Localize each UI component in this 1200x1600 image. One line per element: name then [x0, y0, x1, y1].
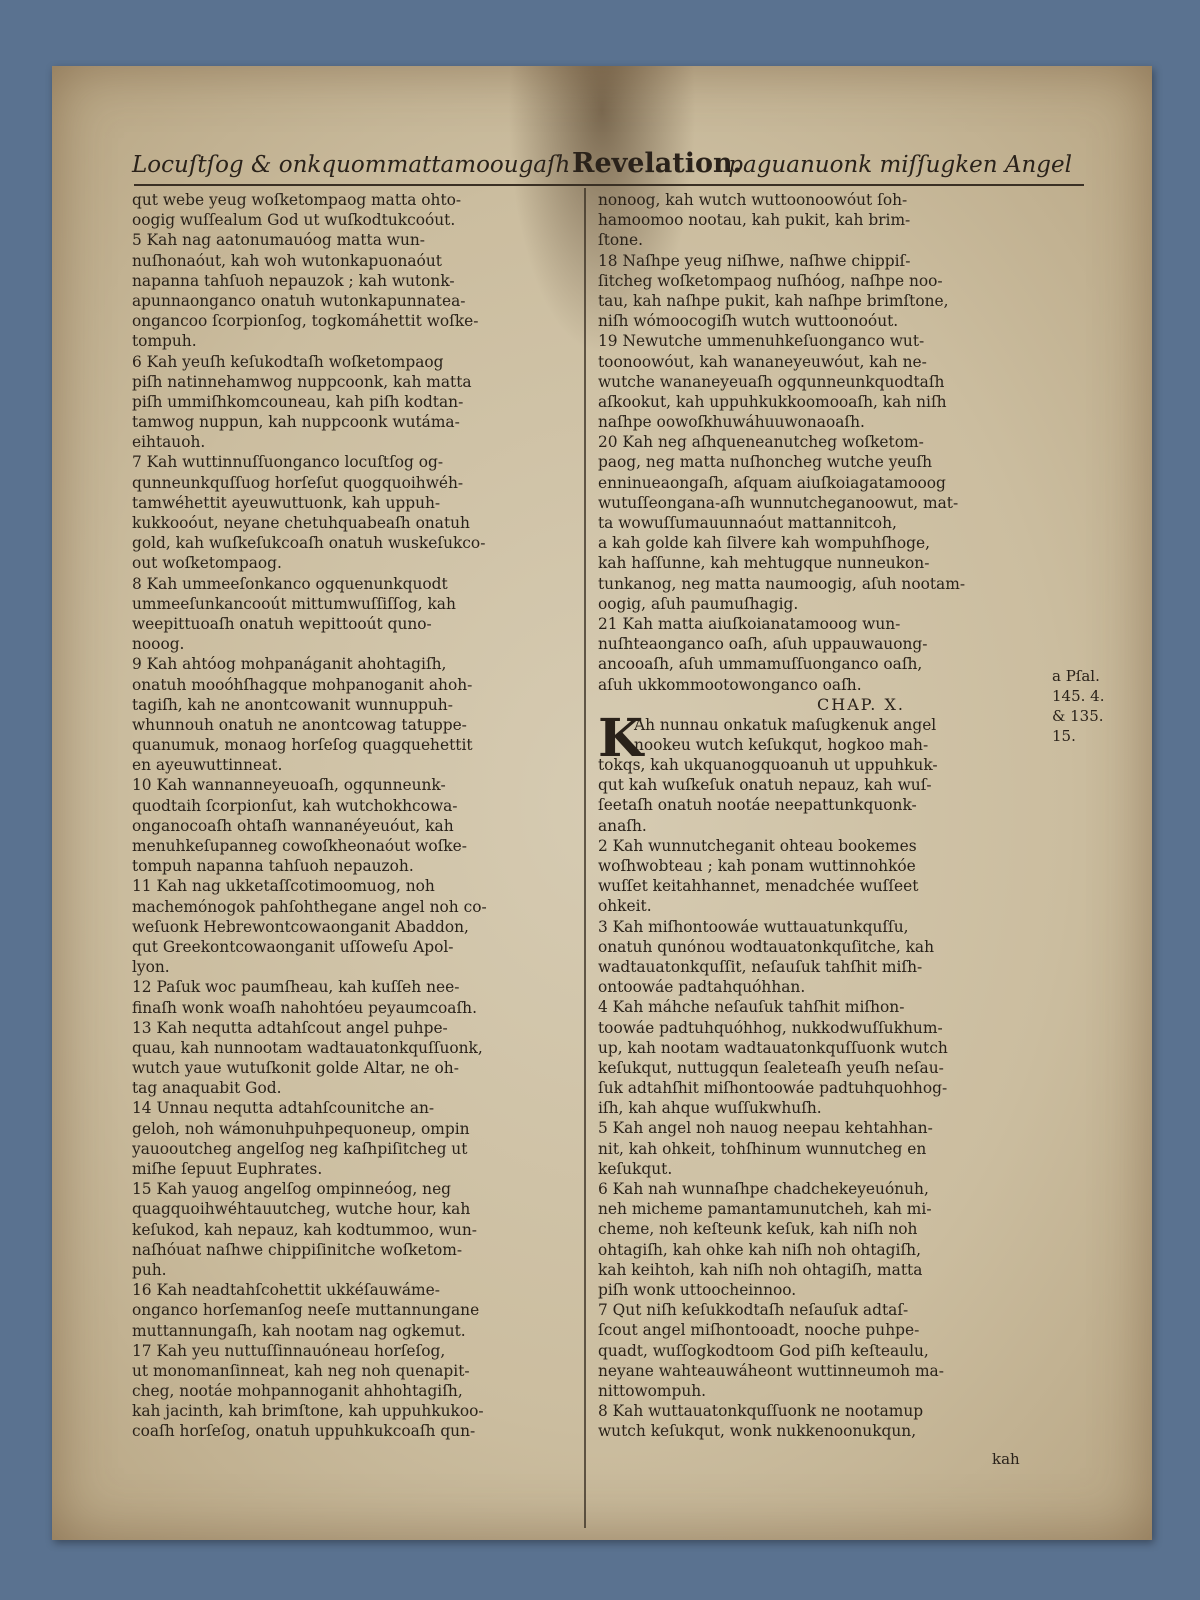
text-line: cheme, noh keſteunk keſuk, kah niſh noh: [598, 1220, 918, 1239]
text-line: coaſh horſeſog, onatuh uppuhkukcoaſh qun-: [132, 1422, 476, 1441]
chapter-heading: CHAP. X.: [817, 694, 905, 714]
right-column-bottom: [598, 707, 1044, 1442]
text-line: 5 Kah nag aatonumauóog matta wun-: [132, 231, 425, 250]
text-line: neh micheme pamantamunutcheh, kah mi-: [598, 1200, 932, 1219]
text-line: toowáe padtuhquóhhog, nukkodwuſſukhum-: [598, 1018, 943, 1037]
text-line: piſh ummiſhkomcouneau, kah piſh kodtan-: [132, 392, 464, 411]
text-line: tunkanog, neg matta naumoogig, aſuh nootam-: [598, 574, 966, 593]
text-line: ummeeſunkancooút mittumwuſſiſſog, kah: [132, 594, 456, 613]
header-left: Locuſtſog & onkquommattamoougaſh: [132, 152, 571, 178]
text-line: anaſh.: [598, 816, 647, 835]
text-line: tamwéhettit ayeuwuttuonk, kah uppuh-: [132, 493, 441, 512]
left-column: [132, 190, 578, 1442]
text-line: 6 Kah nah wunnaſhpe chadchekeyeuónuh,: [598, 1180, 929, 1198]
text-line: naſhpe oowoſkhuwáhuuwonaoaſh.: [598, 413, 865, 432]
margin-note: 15.: [1052, 727, 1076, 745]
text-line: eihtauoh.: [132, 433, 206, 452]
catchword: kah: [992, 1450, 1020, 1468]
text-line: quagquoihwéhtauutcheg, wutche hour, kah: [132, 1200, 471, 1219]
right-column: [598, 190, 1044, 1441]
text-line: 7 Qut niſh keſukkodtaſh neſauſuk adtaſ-: [598, 1301, 909, 1320]
text-line: 17 Kah yeu nuttuſſinnauóneau horſeſog,: [132, 1341, 446, 1360]
text-line: 8 Kah ummeeſonkanco ogquenunkquodt: [132, 574, 448, 593]
text-line: 9 Kah ahtóog mohpanáganit ahohtagiſh,: [132, 655, 447, 674]
text-line: ongancoo ſcorpionſog, togkomáhettit woſke-: [132, 312, 479, 331]
text-line: hamoomoo nootau, kah pukit, kah brim-: [598, 211, 911, 230]
text-line: finaſh wonk woaſh nahohtóeu peyaumcoaſh.: [132, 998, 477, 1017]
text-line: 19 Newutche ummenuhkeſuonganco wut-: [598, 332, 925, 351]
text-line: 18 Naſhpe yeug niſhwe, naſhwe chippiſ-: [598, 251, 911, 270]
text-line: geloh, noh wámonuhpuhpequoneup, ompin: [132, 1119, 470, 1138]
text-line: 6 Kah yeuſh keſukodtaſh woſketompaog: [132, 352, 444, 371]
text-line: 12 Paſuk woc paumſheau, kah kuſſeh nee-: [132, 978, 460, 997]
margin-note: & 135.: [1052, 707, 1104, 725]
text-line: wuſſet keitahhannet, menadchée wuſſeet: [598, 877, 919, 896]
text-line: onganco horſemanſog neeſe muttannungane: [132, 1301, 480, 1320]
text-line: keſukod, kah nepauz, kah kodtummoo, wun-: [132, 1220, 477, 1239]
text-line: quau, kah nunnootam wadtauatonkquſſuonk,: [132, 1038, 483, 1057]
text-line: toonoowóut, kah wananeyeuwóut, kah ne-: [598, 352, 927, 371]
text-line: kukkooóut, neyane chetuhquabeaſh onatuh: [132, 514, 470, 532]
text-line: kah jacinth, kah brimſtone, kah uppuhkukoo-: [132, 1402, 484, 1421]
text-line: piſh wonk uttoocheinnoo.: [598, 1280, 797, 1299]
margin-note: 145. 4.: [1052, 687, 1105, 705]
text-line: enninueaongaſh, aſquam aiuſkoiagatamooog: [598, 473, 946, 492]
chapter-opening: [598, 707, 1044, 1442]
text-line: kah keihtoh, kah niſh noh ohtagiſh, matta: [598, 1260, 923, 1279]
text-line: ſeetaſh onatuh nootáe neepattunkquonk-: [598, 796, 917, 815]
text-line: 20 Kah neg aſhqueneanutcheg woſketom-: [598, 433, 924, 452]
text-line: out woſketompaog.: [132, 554, 282, 573]
text-line: quadt, wuſſogkodtoom God piſh keſteaulu,: [598, 1341, 929, 1360]
text-line: 5 Kah angel noh nauog neepau kehtahhan-: [598, 1119, 933, 1138]
text-line: en ayeuwuttinneat.: [132, 756, 283, 775]
text-line: tamwog nuppun, kah nuppcoonk wutáma-: [132, 413, 460, 432]
text-line: machemónogok pahſohthegane angel noh co-: [132, 897, 487, 916]
running-header: [132, 146, 1072, 186]
text-line: lyon.: [132, 958, 170, 977]
text-line: quodtaih ſcorpionſut, kah wutchokhcowa-: [132, 796, 458, 815]
header-rule: [134, 184, 1084, 186]
margin-note: a Pſal.: [1052, 667, 1100, 685]
text-line: ohtagiſh, kah ohke kah niſh noh ohtagiſh,: [598, 1240, 921, 1259]
text-line: nittowompuh.: [598, 1381, 707, 1400]
text-line: qunneunkquſſuog horſeſut quogquoihwéh-: [132, 473, 464, 492]
text-line: iſh, kah ahque wuſſukwhuſh.: [598, 1099, 822, 1118]
text-line: 16 Kah neadtahſcohettit ukkéſauwáme-: [132, 1281, 440, 1300]
text-line: ſcout angel miſhontooadt, nooche puhpe-: [598, 1321, 920, 1340]
text-line: 15 Kah yauog angelſog ompinneóog, neg: [132, 1180, 452, 1199]
text-line: muttannungaſh, kah nootam nag ogkemut.: [132, 1321, 466, 1340]
text-line: keſukqut, nuttugqun ſealeteaſh yeuſh neſau-: [598, 1058, 944, 1077]
text-line: wutuſſeongana-aſh wunnutcheganoowut, mat-: [598, 493, 959, 512]
text-line: puh.: [132, 1260, 167, 1279]
text-line: nuſhonaóut, kah woh wutonkapuonaóut: [132, 251, 442, 270]
text-line: neyane wahteauwáheont wuttinneumoh ma-: [598, 1361, 944, 1380]
text-line: wutche wananeyeuaſh ogqunneunkquodtaſh: [598, 372, 945, 391]
text-line: menuhkeſupanneg cowoſkheonaóut woſke-: [132, 837, 467, 855]
right-column-top: [598, 190, 1044, 695]
text-line: oogig, aſuh paumuſhagig.: [598, 594, 799, 613]
text-line: 3 Kah miſhontoowáe wuttauatunkquſſu,: [598, 917, 909, 936]
column-divider: [584, 188, 586, 1528]
header-right: paguanuonk miſſugken Angel: [728, 152, 1072, 178]
text-line: gold, kah wuſkeſukcoaſh onatuh wuskeſukco-: [132, 534, 486, 553]
text-line: kah haſſunne, kah mehtugque nunneukon-: [598, 554, 930, 573]
text-line: napanna tahſuoh nepauzok ; kah wutonk-: [132, 271, 455, 290]
text-line: tagiſh, kah ne anontcowanit wunnuppuh-: [132, 695, 453, 714]
text-line: cheg, nootáe mohpannoganit ahhohtagiſh,: [132, 1382, 463, 1401]
text-line: nooog.: [132, 635, 185, 654]
text-line: 2 Kah wunnutcheganit ohteau bookemes: [598, 836, 917, 855]
text-line: nookeu wutch keſukqut, hogkoo mah-: [634, 735, 929, 754]
text-line: piſh natinnehamwog nuppcoonk, kah matta: [132, 372, 472, 391]
text-line: a kah golde kah ſilvere kah wompuhſhoge,: [598, 534, 931, 553]
text-line: Ah nunnau onkatuk maſugkenuk angel: [634, 715, 937, 734]
text-line: 10 Kah wannanneyeuoaſh, ogqunneunk-: [132, 776, 446, 795]
text-line: ut monomanſinneat, kah neg noh quenapit-: [132, 1361, 470, 1380]
text-line: nonoog, kah wutch wuttoonoowóut ſoh-: [598, 191, 908, 209]
text-line: naſhóuat naſhwe chippiſinitche woſketom-: [132, 1240, 463, 1259]
text-line: paog, neg matta nuſhoncheg wutche yeuſh: [598, 453, 933, 472]
text-line: niſh wómoocogiſh wutch wuttoonoóut.: [598, 312, 899, 331]
text-line: ontoowáe padtahquóhhan.: [598, 978, 806, 997]
text-line: 4 Kah máhche neſauſuk tahſhit miſhon-: [598, 998, 905, 1017]
text-line: wutch keſukqut, wonk nukkenoonukqun,: [598, 1422, 917, 1441]
text-line: 11 Kah nag ukketaſſcotimoomuog, noh: [132, 877, 435, 896]
text-line: 13 Kah nequtta adtahſcout angel puhpe-: [132, 1018, 448, 1037]
text-line: weſuonk Hebrewontcowaonganit Abaddon,: [132, 917, 469, 936]
text-line: qut webe yeug woſketompaog matta ohto-: [132, 191, 462, 209]
text-line: weepittuoaſh onatuh wepittooút quno-: [132, 614, 432, 633]
text-line: woſhwobteau ; kah ponam wuttinnohkóe: [598, 857, 916, 875]
text-line: aſuh ukkommootowonganco oaſh.: [598, 675, 862, 694]
text-line: yauooutcheg angelſog neg kaſhpiſitcheg ut: [132, 1139, 468, 1158]
book-page: [52, 66, 1152, 1540]
text-line: wadtauatonkquſſit, neſauſuk tahſhit miſh-: [598, 957, 923, 976]
text-line: oogig wuſſealum God ut wuſkodtukcoóut.: [132, 211, 456, 230]
text-line: ta wowuſſumauunnaóut mattannitcoh,: [598, 514, 897, 532]
text-line: onganocoaſh ohtaſh wannanéyeuóut, kah: [132, 816, 454, 835]
text-line: keſukqut.: [598, 1159, 673, 1178]
header-book-title: Revelation.: [572, 148, 743, 179]
text-line: apunnaonganco onatuh wutonkapunnatea-: [132, 291, 466, 310]
text-line: tompuh.: [132, 332, 197, 351]
text-line: quanumuk, monaog horſeſog quagquehettit: [132, 736, 473, 755]
text-line: qut Greekontcowaonganit uſſoweſu Apol-: [132, 937, 454, 956]
text-line: ſtone.: [598, 231, 644, 250]
drop-cap: K: [598, 707, 644, 769]
text-line: wutch yaue wutuſkonit golde Altar, ne oh-: [132, 1059, 459, 1078]
text-line: tag anaquabit God.: [132, 1079, 282, 1098]
text-line: tompuh napanna tahſuoh nepauzoh.: [132, 857, 414, 876]
text-line: onatuh qunónou wodtauatonkquſitche, kah: [598, 937, 935, 956]
text-line: 8 Kah wuttauatonkquſſuonk ne nootamup: [598, 1402, 924, 1421]
text-line: 14 Unnau nequtta adtahſcounitche an-: [132, 1099, 435, 1118]
text-line: ancooaſh, aſuh ummamuſſuonganco oaſh,: [598, 655, 923, 674]
text-line: ſuk adtahſhit miſhontoowáe padtuhquohhog-: [598, 1079, 948, 1098]
text-line: onatuh mooóhſhagque mohpanoganit ahoh-: [132, 675, 473, 694]
text-line: ohkeit.: [598, 897, 652, 916]
text-line: aſkookut, kah uppuhkukkoomooaſh, kah niſh: [598, 392, 947, 411]
text-line: nit, kah ohkeit, tohſhinum wunnutcheg en: [598, 1139, 927, 1158]
text-line: tokqs, kah ukquanogquoanuh ut uppuhkuk-: [598, 756, 938, 775]
text-line: ſitcheg woſketompaog nuſhóog, naſhpe noo-: [598, 271, 943, 290]
text-line: nuſhteaonganco oaſh, aſuh uppauwauong-: [598, 635, 928, 654]
text-line: 7 Kah wuttinnuſſuonganco locuſtſog og-: [132, 453, 444, 472]
text-line: qut kah wuſkeſuk onatuh nepauz, kah wuſ-: [598, 776, 932, 795]
text-line: tau, kah naſhpe pukit, kah naſhpe brimſtone,: [598, 291, 949, 310]
text-line: 21 Kah matta aiuſkoianatamooog wun-: [598, 614, 901, 633]
text-line: miſhe ſepuut Euphrates.: [132, 1160, 323, 1178]
text-line: up, kah nootam wadtauatonkquſſuonk wutch: [598, 1038, 948, 1057]
text-line: whunnouh onatuh ne anontcowag tatuppe-: [132, 715, 467, 734]
